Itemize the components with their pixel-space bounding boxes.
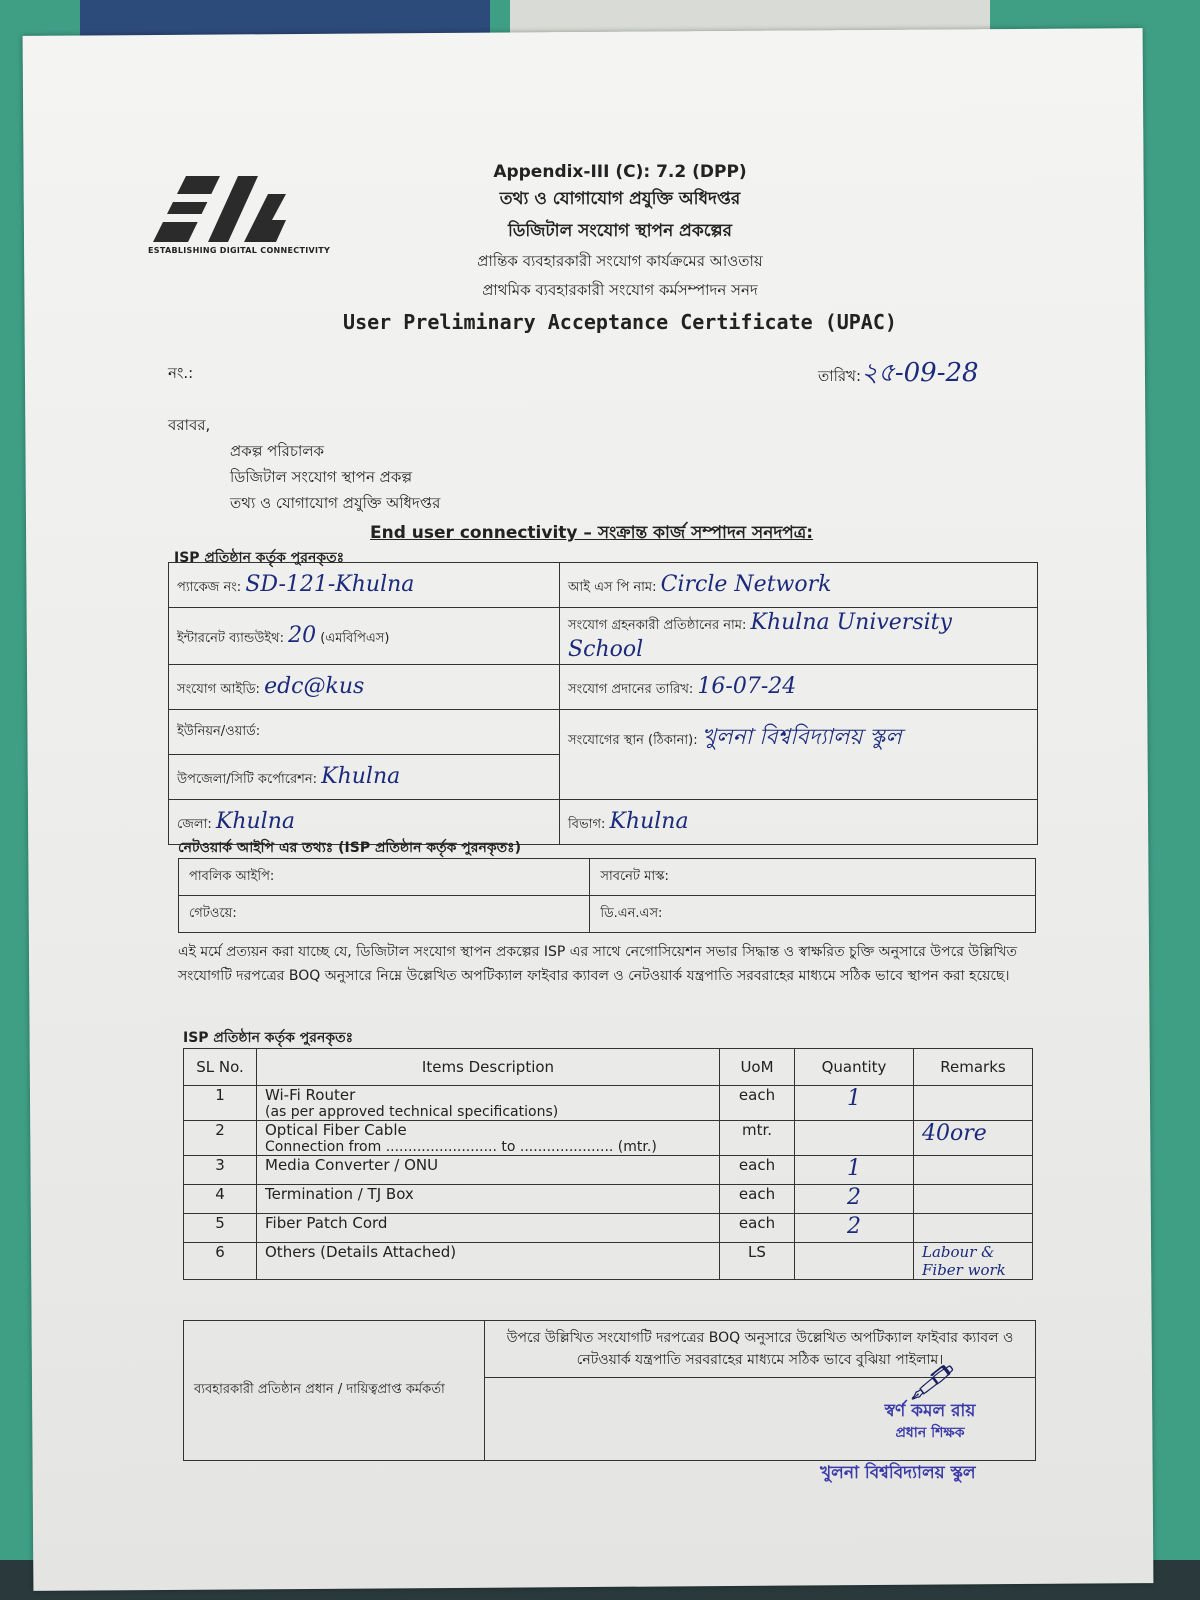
department-line: তথ্য ও যোগাযোগ প্রযুক্তি অধিদপ্তর: [499, 189, 741, 209]
package-value: SD-121-Khulna: [245, 571, 415, 597]
item-remarks: 40ore: [914, 1121, 1033, 1156]
table-row: [184, 1156, 1033, 1185]
header-quantity: Quantity: [795, 1049, 914, 1086]
address-line-3: তথ্য ও যোগাযোগ প্রযুক্তি অধিদপ্তর: [230, 494, 441, 512]
subnet-cell: সাবনেট মাস্ক:: [590, 859, 1036, 896]
connection-date-label: সংযোগ প্রদানের তারিখ:: [568, 681, 694, 697]
item-sl: 5: [184, 1214, 257, 1243]
edc-logo-icon: [148, 172, 288, 244]
document-header: [300, 162, 940, 334]
network-section-label: নেটওয়ার্ক আইপি এর তথ্যঃ (ISP প্রতিষ্ঠান কর্তৃক পুরনকৃতঃ): [178, 840, 522, 856]
recipient-cell: [560, 608, 1038, 665]
item-description: [257, 1121, 720, 1156]
division-value: Khulna: [609, 808, 689, 834]
item-remarks: [914, 1214, 1033, 1243]
bandwidth-unit: (এমবিপিএস): [320, 630, 390, 646]
seal-name: স্বর্ণ কমল রায়: [884, 1401, 976, 1421]
package-cell: [169, 563, 560, 608]
connection-date-cell: [560, 665, 1038, 710]
edc-logo: [148, 172, 331, 255]
item-description: Others (Details Attached): [257, 1243, 720, 1280]
items-section-label: ISP প্রতিষ্ঠান কর্তৃক পুরনকৃতঃ: [183, 1030, 354, 1046]
item-uom: LS: [720, 1243, 795, 1280]
gateway-cell: গেটওয়ে:: [179, 896, 590, 933]
address-line-1: প্রকল্প পরিচালক: [230, 442, 325, 460]
certification-paragraph: এই মর্মে প্রত্যয়ন করা যাচ্ছে যে, ডিজিটাল সংযোগ স্থাপন প্রকল্পের ISP এর সাথে নেগোসিয়েশন সভার সিদ্ধান্ত ও স্বাক্ষরিত চুক্তি অনুসারে উপরে উল্লিখিত সংযোগটি দরপত্রের BOQ অনুসারে নিম্নে উল্লেখিত অপটিক্যাল ফাইবার ক্যাবল ও নেটওয়ার্ক যন্ত্রপাতি সরবরাহের মাধ্যমে সঠিক ভাবে স্থাপন করা হয়েছে।: [178, 944, 1018, 984]
connectivity-heading: End user connectivity – সংক্রান্ত কার্জ সম্পাদন সনদপত্র:: [370, 523, 814, 543]
table-row: [184, 1243, 1033, 1280]
header-description: Items Description: [257, 1049, 720, 1086]
division-label: বিভাগ:: [568, 816, 606, 832]
connection-id-value: edc@kus: [264, 673, 365, 699]
date-field: [818, 352, 979, 396]
item-sl: 1: [184, 1086, 257, 1121]
scope-line: প্রান্তিক ব্যবহারকারী সংযোগ কার্যক্রমের আওতায়: [477, 252, 763, 270]
item-remarks: [914, 1086, 1033, 1121]
connection-id-cell: [169, 665, 560, 710]
item-sl: 6: [184, 1243, 257, 1280]
reference-number: নং.:: [168, 364, 194, 382]
address-to: বরাবর,: [168, 416, 211, 434]
union-cell: [169, 710, 560, 755]
item-uom: each: [720, 1086, 795, 1121]
dns-cell: ডি.এন.এস:: [590, 896, 1036, 933]
item-sl: 2: [184, 1121, 257, 1156]
item-quantity: [795, 1121, 914, 1156]
item-sl: 3: [184, 1156, 257, 1185]
item-remarks: Labour & Fiber work: [914, 1243, 1033, 1280]
item-remarks: [914, 1185, 1033, 1214]
bandwidth-cell: [169, 608, 560, 665]
appendix-line: Appendix-III (C): 7.2 (DPP): [493, 162, 747, 182]
item-remarks: [914, 1156, 1033, 1185]
table-row: [184, 1086, 1033, 1121]
bandwidth-label: ইন্টারনেট ব্যান্ডউইথ:: [177, 630, 284, 646]
date-value: ২৫-09-28: [861, 358, 979, 388]
upazila-label: উপজেলা/সিটি কর্পোরেশন:: [177, 771, 318, 787]
location-value: খুলনা বিশ্ববিদ্যালয় স্কুল: [701, 725, 902, 750]
table-row: [184, 1121, 1033, 1156]
acceptance-role: ব্যবহারকারী প্রতিষ্ঠান প্রধান / দায়িত্বপ্রাপ্ত কর্মকর্তা: [184, 1321, 485, 1461]
item-uom: each: [720, 1214, 795, 1243]
item-description: [257, 1086, 720, 1121]
address-line-2: ডিজিটাল সংযোগ স্থাপন প্রকল্প: [230, 468, 413, 486]
item-desc-text: Wi-Fi Router: [265, 1086, 356, 1104]
items-table: [183, 1048, 1033, 1280]
isp-name-cell: [560, 563, 1038, 608]
item-uom: each: [720, 1185, 795, 1214]
date-label: তারিখ:: [818, 367, 862, 385]
acceptance-statement: উপরে উল্লিখিত সংযোগটি দরপত্রের BOQ অনুসারে উল্লেখিত অপটিক্যাল ফাইবার ক্যাবল ও নেটওয়ার্ক যন্ত্রপাতি সরবরাহের মাধ্যমে সঠিক ভাবে বুঝিয়া পাইলাম।: [485, 1321, 1036, 1378]
recipient-label: সংযোগ গ্রহনকারী প্রতিষ্ঠানের নাম:: [568, 618, 747, 633]
signature-scrawl: 🖋︎: [908, 1363, 952, 1403]
connection-id-label: সংযোগ আইডি:: [177, 681, 260, 697]
recipient-address: [168, 412, 440, 516]
public-ip-cell: পাবলিক আইপি:: [179, 859, 590, 896]
item-description: Termination / TJ Box: [257, 1185, 720, 1214]
item-quantity: 2: [795, 1185, 914, 1214]
items-header-row: [184, 1049, 1033, 1086]
division-cell: [560, 800, 1038, 845]
location-label: সংযোগের স্থান (ঠিকানা):: [568, 733, 698, 748]
isp-info-table: [168, 562, 1038, 845]
table-row: [184, 1185, 1033, 1214]
item-quantity: [795, 1243, 914, 1280]
item-uom: mtr.: [720, 1121, 795, 1156]
item-quantity: 1: [795, 1156, 914, 1185]
table-row: [184, 1214, 1033, 1243]
header-remarks: Remarks: [914, 1049, 1033, 1086]
upazila-cell: [169, 755, 560, 800]
signature-block: [820, 1363, 1040, 1444]
item-quantity: 1: [795, 1086, 914, 1121]
item-sl: 4: [184, 1185, 257, 1214]
location-cell: [560, 710, 1038, 800]
isp-section-label: ISP প্রতিষ্ঠান কর্তৃক পুরনকৃতঃ: [174, 550, 345, 566]
connection-date-value: 16-07-24: [697, 673, 797, 699]
network-info-table: [178, 858, 1036, 933]
item-uom: each: [720, 1156, 795, 1185]
isp-name-value: Circle Network: [660, 571, 832, 597]
upazila-value: Khulna: [321, 763, 401, 789]
item-desc-sub: Connection from ......................... to ..................... (mtr.): [265, 1139, 657, 1155]
item-desc-sub: (as per approved technical specifications): [265, 1104, 559, 1120]
certificate-title-bn: প্রাথমিক ব্যবহারকারী সংযোগ কর্মসম্পাদন সনদ: [482, 281, 758, 299]
seal-title: প্রধান শিক্ষক: [895, 1425, 965, 1441]
union-label: ইউনিয়ন/ওয়ার্ড:: [177, 723, 261, 739]
item-description: Media Converter / ONU: [257, 1156, 720, 1185]
item-description: Fiber Patch Cord: [257, 1214, 720, 1243]
seal-organization: খুলনা বিশ্ববিদ্যালয় স্কুল: [820, 1463, 976, 1483]
district-label: জেলা:: [177, 816, 212, 832]
header-sl: SL No.: [184, 1049, 257, 1086]
logo-tagline: ESTABLISHING DIGITAL CONNECTIVITY: [148, 246, 331, 255]
isp-name-label: আই এস পি নাম:: [568, 579, 657, 595]
item-quantity: 2: [795, 1214, 914, 1243]
recipient-value: Khulna University School: [568, 610, 952, 662]
item-desc-text: Optical Fiber Cable: [265, 1121, 407, 1139]
bandwidth-value: 20: [288, 622, 317, 648]
header-uom: UoM: [720, 1049, 795, 1086]
district-value: Khulna: [215, 808, 295, 834]
certificate-title-en: User Preliminary Acceptance Certificate (UPAC): [343, 310, 897, 334]
project-line: ডিজিটাল সংযোগ স্থাপন প্রকল্পের: [507, 221, 733, 241]
package-label: প্যাকেজ নং:: [177, 579, 242, 595]
